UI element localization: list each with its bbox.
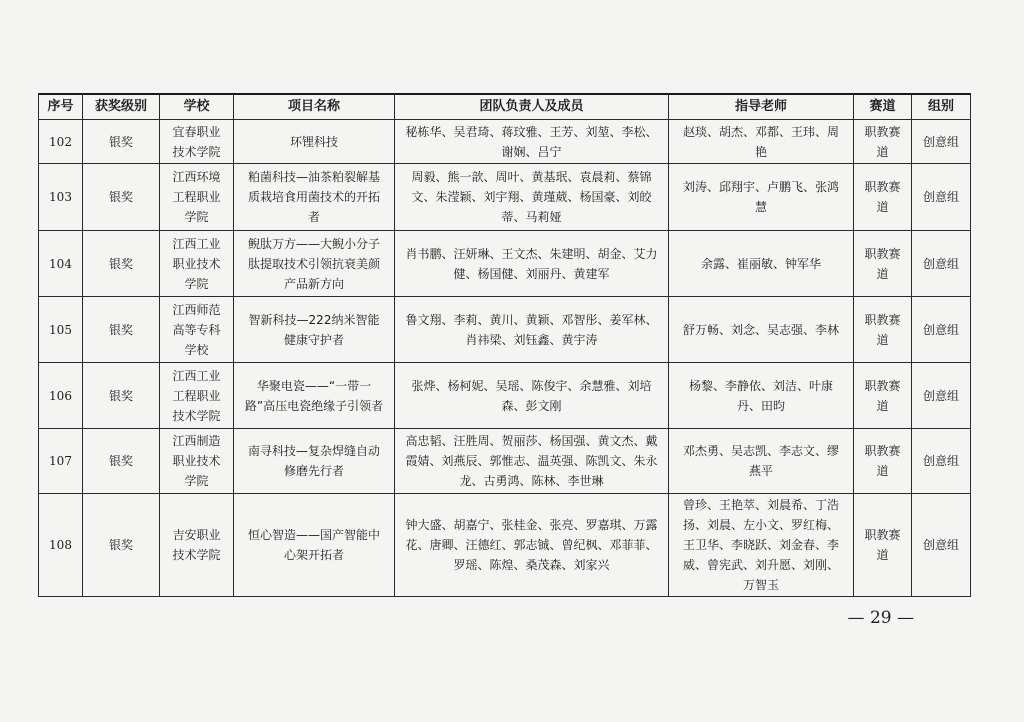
cell-team-text: 高忠韬、汪胜周、贺丽莎、杨国强、黄文杰、戴霞婧、刘燕辰、郭惟志、温英强、陈凯文、朱永龙、古勇鸿、陈林、李世琳 — [405, 434, 658, 488]
cell-group: 创意组 — [912, 164, 971, 231]
cell-teacher-text: 杨黎、李静依、刘洁、叶康丹、田昀 — [688, 378, 833, 413]
cell-track — [854, 494, 912, 597]
cell-teacher-text: 邓杰勇、吴志凯、李志文、缪燕平 — [682, 444, 839, 478]
cell-school-text: 宜春职业技术学院 — [172, 124, 221, 159]
cell-team — [395, 363, 669, 429]
cell-track-text: 职教赛道 — [864, 444, 901, 478]
cell-team — [395, 120, 669, 164]
cell-group: 创意组 — [912, 429, 971, 494]
cell-school — [160, 297, 234, 363]
cell-group: 创意组 — [912, 297, 971, 363]
cell-teacher — [669, 164, 854, 231]
cell-group: 创意组 — [912, 231, 971, 297]
header-group: 组别 — [912, 94, 971, 120]
cell-team-text: 钟大盛、胡嘉宁、张桂金、张亮、罗嘉琪、万露花、唐卿、汪德红、郭志铖、曾纪枫、邓菲菲、罗瑶、陈煌、桑茂森、刘家兴 — [405, 518, 658, 572]
cell-track-text: 职教赛道 — [864, 246, 901, 281]
cell-level: 银奖 — [83, 494, 160, 597]
header-teacher: 指导老师 — [669, 94, 854, 120]
cell-seq: 103 — [39, 164, 83, 231]
cell-group: 创意组 — [912, 120, 971, 164]
table-row — [39, 494, 971, 597]
cell-group: 创意组 — [912, 363, 971, 429]
cell-teacher-text: 舒万畅、刘念、吴志强、李林 — [682, 322, 839, 337]
cell-seq: 102 — [39, 120, 83, 164]
cell-level: 银奖 — [83, 363, 160, 429]
cell-project — [234, 297, 395, 363]
cell-project-text: 鲵肽万方——大鲵小分子肽提取技术引领抗衰美颜产品新方向 — [247, 236, 380, 291]
cell-team — [395, 429, 669, 494]
cell-group: 创意组 — [912, 494, 971, 597]
cell-track — [854, 231, 912, 297]
cell-teacher — [669, 120, 854, 164]
cell-seq: 108 — [39, 494, 83, 597]
cell-teacher-text: 刘涛、邱翔宇、卢鹏飞、张鸿慧 — [682, 180, 839, 214]
cell-school-text: 江西制造职业技术学院 — [172, 434, 221, 488]
cell-track-text: 职教赛道 — [864, 312, 901, 347]
cell-school — [160, 363, 234, 429]
cell-track — [854, 429, 912, 494]
cell-team-text: 鲁文翔、李莉、黄川、黄颖、邓智彤、姜军林、肖祎梁、刘钰鑫、黄宇涛 — [405, 312, 658, 347]
cell-track — [854, 164, 912, 231]
cell-team-text: 肖书鹏、汪妍琳、王文杰、朱建明、胡金、艾力健、杨国健、刘丽丹、黄建军 — [405, 246, 658, 281]
cell-project-text: 恒心智造——国产智能中心架开拓者 — [247, 528, 380, 562]
page-number: — 29 — — [847, 608, 914, 628]
cell-teacher — [669, 297, 854, 363]
cell-seq: 104 — [39, 231, 83, 297]
cell-school — [160, 429, 234, 494]
header-school: 学校 — [160, 94, 234, 120]
cell-project-text: 环锂科技 — [289, 134, 338, 149]
cell-school — [160, 120, 234, 164]
cell-school — [160, 494, 234, 597]
cell-teacher — [669, 231, 854, 297]
cell-track-text: 职教赛道 — [864, 528, 901, 562]
cell-team — [395, 231, 669, 297]
cell-level: 银奖 — [83, 429, 160, 494]
cell-teacher-text: 余露、崔丽敏、钟军华 — [700, 256, 821, 271]
header-team: 团队负责人及成员 — [395, 94, 669, 120]
header-level: 获奖级别 — [83, 94, 160, 120]
cell-track-text: 职教赛道 — [864, 180, 901, 214]
cell-teacher-text: 赵琰、胡杰、邓都、王玮、周艳 — [682, 124, 839, 159]
cell-level: 银奖 — [83, 120, 160, 164]
header-seq: 序号 — [39, 94, 83, 120]
cell-project — [234, 363, 395, 429]
table-row — [39, 231, 971, 297]
cell-project-text: 南寻科技—复杂焊缝自动修磨先行者 — [247, 444, 380, 478]
cell-level: 银奖 — [83, 297, 160, 363]
table-row — [39, 429, 971, 494]
cell-project — [234, 494, 395, 597]
header-project: 项目名称 — [234, 94, 395, 120]
cell-track — [854, 297, 912, 363]
cell-teacher — [669, 494, 854, 597]
table-row — [39, 164, 971, 231]
cell-school-text: 江西环境工程职业学院 — [172, 170, 221, 224]
cell-project — [234, 164, 395, 231]
cell-teacher-text: 曾珍、王艳萃、刘晨希、丁浩扬、刘晨、左小文、罗红梅、王卫华、李晓跃、刘金春、李威、曾宪武、刘升愿、刘刚、万智玉 — [682, 498, 839, 592]
cell-track-text: 职教赛道 — [864, 378, 901, 413]
cell-track-text: 职教赛道 — [864, 124, 901, 159]
cell-school — [160, 164, 234, 231]
cell-project-text: 智新科技—222纳米智能健康守护者 — [248, 312, 380, 347]
cell-project — [234, 231, 395, 297]
cell-seq: 107 — [39, 429, 83, 494]
cell-team — [395, 297, 669, 363]
cell-seq: 105 — [39, 297, 83, 363]
cell-level: 银奖 — [83, 231, 160, 297]
cell-school-text: 江西工业工程职业技术学院 — [172, 368, 221, 423]
cell-level: 银奖 — [83, 164, 160, 231]
cell-seq: 106 — [39, 363, 83, 429]
cell-school-text: 江西工业职业技术学院 — [172, 236, 221, 291]
cell-track — [854, 120, 912, 164]
cell-project-text: 华聚电瓷——“一带一路”高压电瓷绝缘子引领者 — [244, 378, 384, 413]
table-row — [39, 363, 971, 429]
table-row — [39, 297, 971, 363]
cell-team-text: 张烨、杨柯妮、吴瑶、陈俊宇、余慧雅、刘培森、彭文刚 — [411, 378, 652, 413]
cell-track — [854, 363, 912, 429]
cell-school-text: 吉安职业技术学院 — [172, 528, 221, 562]
cell-team-text: 周毅、熊一歆、周叶、黄基珉、袁晨莉、蔡锦文、朱滢颖、刘宇翔、黄瑾葳、杨国豪、刘皎蒂、马莉娅 — [411, 170, 652, 224]
cell-team — [395, 164, 669, 231]
cell-project-text: 粕菌科技—油茶粕裂解基质栽培食用菌技术的开拓者 — [247, 170, 380, 224]
cell-teacher — [669, 429, 854, 494]
cell-school-text: 江西师范高等专科学校 — [172, 302, 221, 357]
cell-teacher — [669, 363, 854, 429]
cell-team — [395, 494, 669, 597]
cell-project — [234, 429, 395, 494]
cell-team-text: 秘栋华、吴君琦、蒋玟雅、王芳、刘堃、李松、谢娴、吕宁 — [405, 124, 658, 159]
cell-project — [234, 120, 395, 164]
table-row — [39, 120, 971, 164]
table-header-row — [39, 94, 971, 120]
award-table — [38, 93, 971, 597]
cell-school — [160, 231, 234, 297]
header-track: 赛道 — [854, 94, 912, 120]
